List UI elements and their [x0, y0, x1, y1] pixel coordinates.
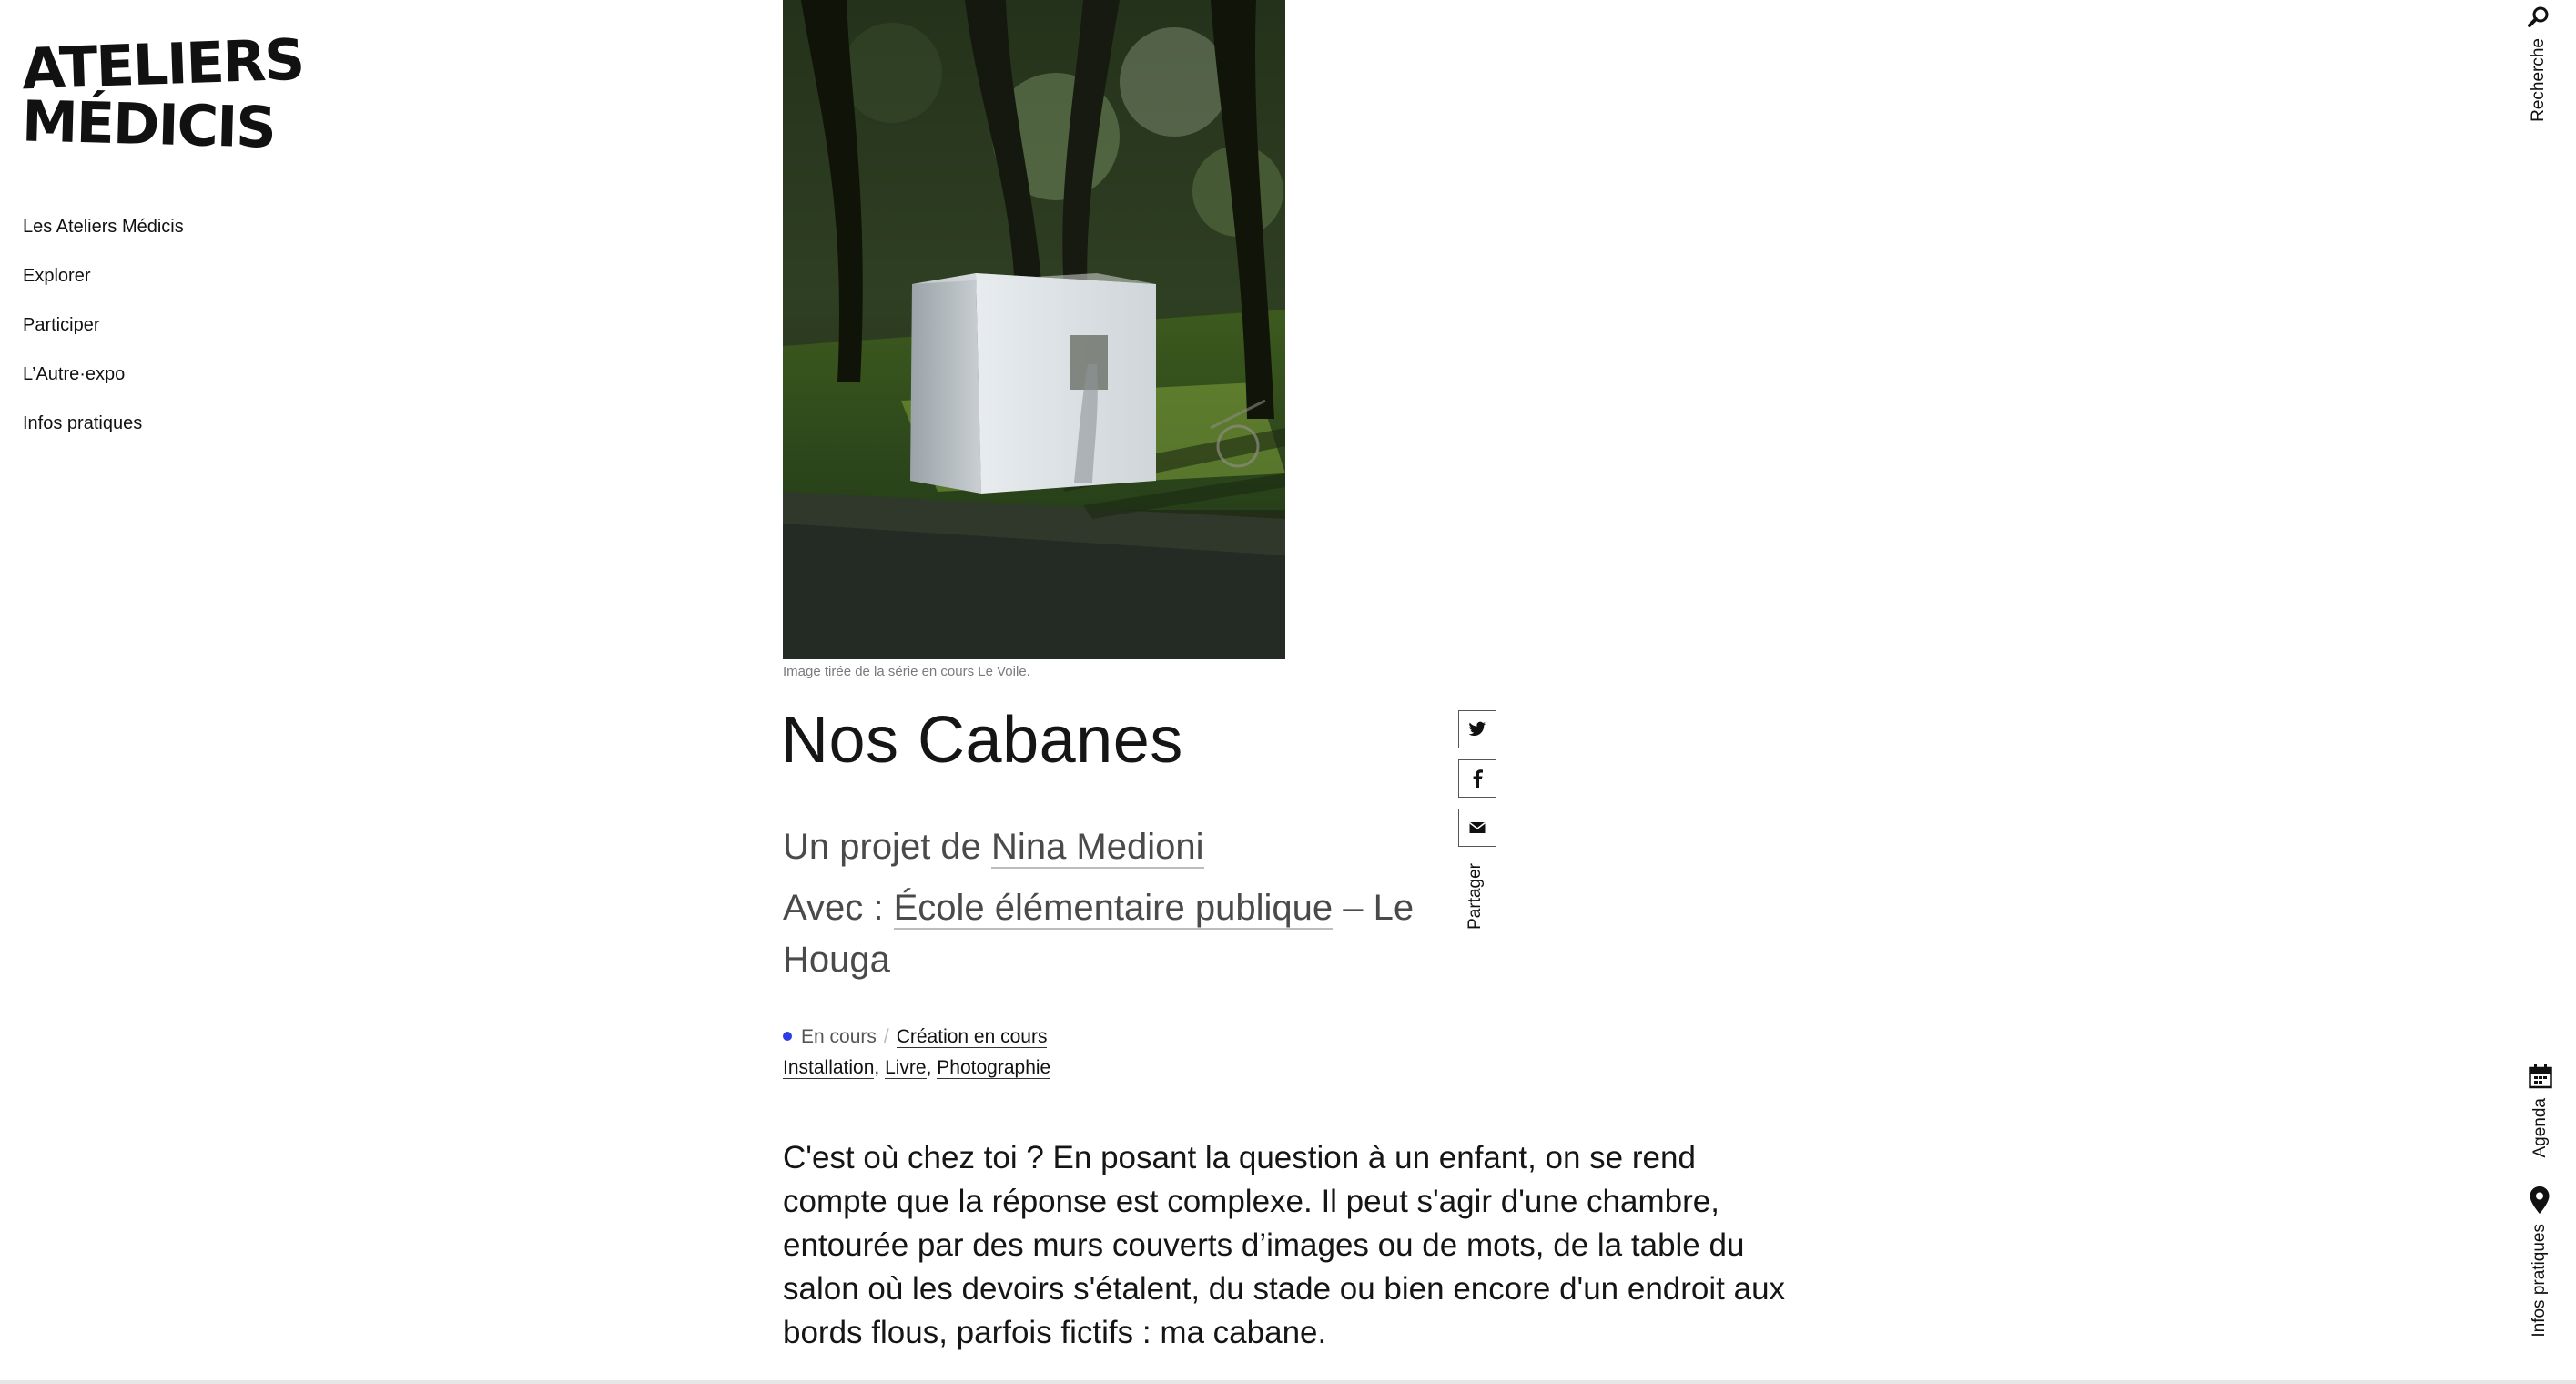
- logo-line-2: MÉDICIS: [21, 87, 276, 161]
- share-facebook-button[interactable]: [1458, 759, 1496, 798]
- intro-paragraph: C'est où chez toi ? En posant la question à un enfant, on se rend compte que la réponse est complexe. Il peut s'agir d'une chambre, entourée par des murs couverts d’images ou de mots, de la table du salon où les devoirs s'étalent, du stade ou bien encore d'un endroit aux bords flous, parfois fictifs : ma cabane.: [783, 1140, 1786, 1350]
- project-tags-row: [783, 1057, 1050, 1079]
- tag-comma: ,: [926, 1057, 938, 1078]
- logo-line-1: ATELIERS: [20, 25, 305, 103]
- twitter-icon: [1468, 721, 1486, 738]
- nav-item-explorer[interactable]: Explorer: [23, 266, 91, 286]
- infos-pratiques-button[interactable]: [2529, 1186, 2551, 1338]
- tag-link-photographie[interactable]: Photographie: [937, 1057, 1051, 1078]
- infos-pratiques-label: Infos pratiques: [2530, 1224, 2549, 1338]
- site-logo[interactable]: [20, 25, 305, 161]
- partner-suffix: – Le Houga: [783, 888, 1415, 980]
- main-nav: [23, 202, 184, 448]
- partner-link[interactable]: École élémentaire publique: [893, 888, 1334, 928]
- page-title: Nos Cabanes: [781, 704, 1183, 777]
- project-partner-line: [783, 882, 1438, 986]
- search-label: Recherche: [2529, 38, 2548, 122]
- agenda-label: Agenda: [2530, 1098, 2550, 1158]
- search-icon: [2527, 5, 2551, 29]
- search-button[interactable]: [2527, 5, 2551, 122]
- author-prefix: Un projet de: [783, 827, 981, 867]
- tag-link-livre[interactable]: Livre: [885, 1057, 927, 1078]
- map-pin-icon: [2529, 1186, 2551, 1215]
- project-status-row: [783, 1026, 1047, 1048]
- hero-caption: Image tirée de la série en cours Le Voile.: [783, 664, 1030, 679]
- artist-link[interactable]: Nina Medioni: [991, 827, 1204, 867]
- hero-image: [783, 0, 1285, 659]
- partner-prefix: Avec :: [783, 888, 884, 928]
- project-author-line: [783, 821, 1204, 873]
- calendar-icon: [2529, 1063, 2552, 1089]
- tag-comma: ,: [874, 1057, 886, 1078]
- nav-item-infos-pratiques[interactable]: Infos pratiques: [23, 413, 143, 433]
- nav-item-les-ateliers-medicis[interactable]: Les Ateliers Médicis: [23, 217, 184, 237]
- share-email-button[interactable]: [1458, 809, 1496, 847]
- nav-item-autre-expo[interactable]: L’Autre·expo: [23, 364, 126, 384]
- agenda-button[interactable]: [2529, 1063, 2552, 1158]
- status-text: En cours: [801, 1026, 877, 1047]
- facebook-icon: [1472, 769, 1483, 788]
- share-twitter-button[interactable]: [1458, 710, 1496, 748]
- share-label: Partager: [1465, 863, 1485, 930]
- meta-separator: /: [883, 1026, 889, 1047]
- status-dot: [783, 1032, 792, 1041]
- page-bottom-edge: [0, 1380, 2576, 1384]
- category-link[interactable]: Création en cours: [896, 1026, 1048, 1047]
- tag-link-installation[interactable]: Installation: [783, 1057, 875, 1078]
- nav-item-participer[interactable]: Participer: [23, 315, 100, 335]
- envelope-icon: [1469, 821, 1486, 834]
